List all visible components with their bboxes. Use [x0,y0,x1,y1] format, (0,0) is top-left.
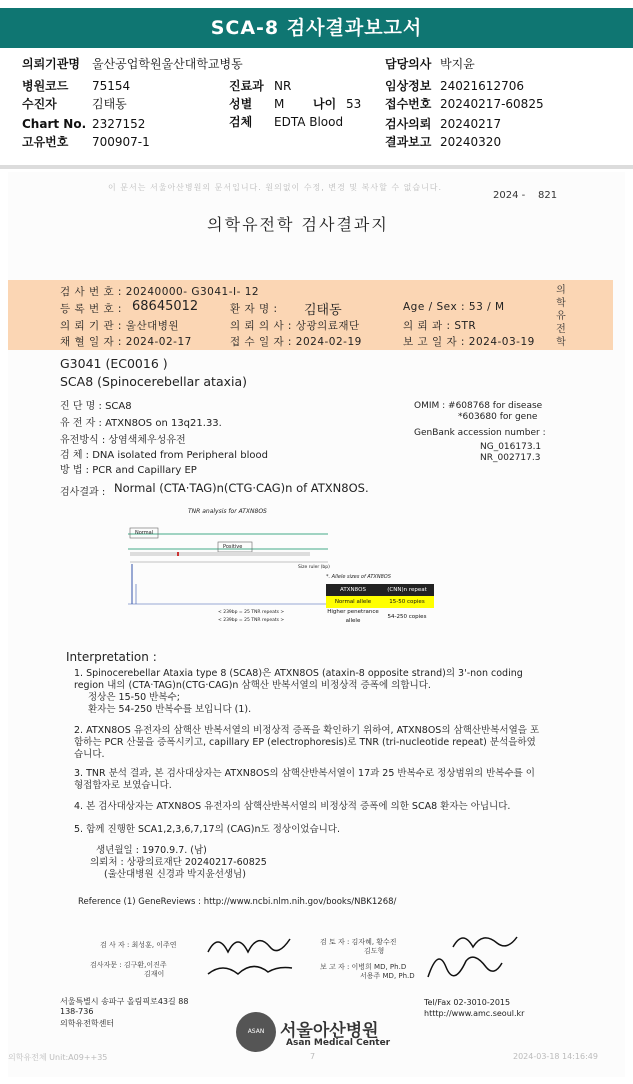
patient-name: 김태동 [304,303,342,318]
birth-date: 생년월일 : 1970.9.7. (남) [96,845,207,856]
result-label: 검사결과 : [60,487,106,498]
receipt-line: 접 수 일 자 : 2024-02-19 [230,336,362,348]
method: 방 법 : PCR and Capillary EP [60,465,197,476]
hospital-name-kr: 서울아산병원 [280,1021,379,1041]
interp-4: 4. 본 검사대상자는 ATXN8OS 유전자의 삼핵산반복서열의 비정상적 증폭에 의한 SCA8 환자는 아닙니다. [74,801,511,812]
reviewer-2: 김도형 [364,947,385,955]
normal-allele: Normal allele [334,599,372,605]
doctor-label: 담당의사 [385,57,432,71]
report-title: SCA-8 검사결과보고서 [210,17,423,39]
patient-band [8,280,613,350]
figure-title: TNR analysis for ATXN8OS [188,508,267,515]
doc-code: 2024 - 821 [493,190,558,201]
referred-by: 의뢰처 : 상광의료재단 20240217-60825 [90,857,267,868]
sex-label: 성별 [229,97,253,111]
dept-line: 의 뢰 과 : STR [403,320,477,332]
interp-2: 2. ATXN8OS 유전자의 삼핵산 반복서열의 비정상적 증폭을 확인하기 위하여, ATXN8OS의 삼핵산반복서열을 포함하는 PCR 산물을 증폭시키고, capillary EP (electrophoresis)로 TNR (tri-nucleotide repeat) 분석을하였습니다. [74,725,540,760]
referred-by-2: (울산대병원 신경과 박지윤선생님) [104,869,246,880]
divider [0,165,633,169]
result-date-value: 20240320 [440,135,502,149]
request-label: 검사의뢰 [385,117,432,131]
allele-table-title: *. Allele sizes of ATXN8OS [326,574,391,580]
collect-line: 채 혈 일 자 : 2024-02-17 [60,336,192,348]
interp-1c: 환자는 54-250 반복수를 보입니다 (1). [88,704,252,715]
examiner: 검 사 자 : 최성훈, 이주연 [100,941,177,949]
allele-col-2: (CNN)n repeat [387,587,427,593]
reg-no: 68645012 [132,299,199,314]
doctor-value: 박지윤 [440,57,475,71]
doctor-line: 의 뢰 의 사 : 상광의료재단 [230,320,360,332]
reporter-2: 서용주 MD, Ph.D [360,972,415,980]
age-label: 나이 [313,97,337,111]
receipt-label: 접수번호 [385,97,432,111]
interp-1: 1. Spinocerebellar Ataxia type 8 (SCA8)은 ATXN8OS (ataxin-8 opposite strand)의 3'-non coding region 내의 (CTA·TAG)n(CTG·CAG)n 삼핵산 반복서열의 비정상적 증폭에 의합니다. [74,668,523,691]
interp-5: 5. 함께 진행한 SCA1,2,3,6,7,17의 (CAG)n도 정상이었습니다. [74,824,340,835]
bottom-left-code: 의학유전체 Unit:A09++35 [8,1053,108,1062]
request-value: 20240217 [440,117,502,131]
interp-3: 3. TNR 분석 결과, 본 검사대상자는 ATXN8OS의 삼핵산반복서열이 17과 25 반복수로 정상범위의 반복수를 이형접합자로 보였습니다. [74,768,535,791]
hospital-code-label: 병원코드 [22,79,69,93]
allele-table [326,584,434,626]
side-text: 의학유전학 [556,285,566,348]
doc-title: 의학유전학 검사결과지 [207,215,389,234]
normal-box-label: Normal [135,530,154,536]
specimen-value: EDTA Blood [274,115,344,129]
hospital-logo-icon: ASAN [236,1012,276,1052]
sex-value: M [274,97,285,111]
website: htttp://www.amc.seoul.kr [424,1009,525,1018]
reg-label: 등 록 번 호 : [60,303,122,315]
hospital-code-value: 75154 [92,79,131,93]
examiner-advisor-2: 김재이 [144,970,165,978]
reference: Reference (1) GeneReviews : http://www.ncbi.nlm.nih.gov/books/NBK1268/ [78,897,397,907]
print-timestamp: 2024-03-18 14:16:49 [513,1052,598,1061]
exam-no: 검 사 번 호 : 20240000- G3041-I- 12 [60,286,260,298]
accession-2: NR_002717.3 [480,453,541,463]
omim-gene: *603680 for gene [458,412,538,422]
patient-name-label: 환 자 명 : [230,303,278,315]
patient-label: 수진자 [22,97,57,111]
receipt-value: 20240217-60825 [440,97,544,111]
interpretation-heading: Interpretation : [66,650,157,664]
age-value: 53 [346,97,362,111]
report-line: 보 고 일 자 : 2024-03-19 [403,336,535,348]
clinical-label: 임상정보 [385,79,432,93]
page-number: 7 [310,1052,316,1061]
clinical-value: 24021612706 [440,79,524,93]
gene: 유 전 자 : ATXN8OS on 13q21.33. [60,418,222,429]
reviewer: 검 토 자 : 김자혜, 황수진 [320,938,397,946]
normal-range: 15-50 copies [389,599,425,605]
allele-col-1: ATXN8OS [340,587,366,593]
examiner-advisor: 검사자문 : 김구환,이진주 [90,961,167,969]
higher-range: 54-250 copies [387,614,427,620]
higher-allele: Higher penetrance allele [327,609,379,624]
dept-value: NR [274,79,292,93]
interp-1b: 정상은 15-50 반복수; [88,692,180,703]
unique-label: 고유번호 [22,135,69,149]
chart-value: 2327152 [92,117,146,131]
repeat-note-2: < 239bp = 25 TNR repeats > [218,618,285,623]
result-date-label: 결과보고 [385,135,432,149]
repeat-note-1: < 239bp = 25 TNR repeats > [218,610,285,615]
diagnosis: 진 단 명 : SCA8 [60,401,132,412]
positive-box-label: Positive [223,544,243,550]
reporter: 보 고 자 : 이병희 MD, Ph.D [320,963,407,971]
accession-1: NG_016173.1 [480,442,542,452]
result-text: Normal (CTA·TAG)n(CTG·CAG)n of ATXN8OS. [114,481,369,495]
unique-value: 700907-1 [92,135,150,149]
scanned-report [8,172,625,1077]
test-name: SCA8 (Spinocerebellar ataxia) [60,374,248,389]
address-3: 의학유전학센터 [60,1019,115,1028]
size-ruler-label: Size ruler (bp) [298,565,330,570]
report-title-bar [0,8,633,48]
tel-fax: Tel/Fax 02-3010-2015 [424,998,511,1007]
address-2: 138-736 [60,1007,94,1016]
patient-value: 김태동 [92,97,127,111]
inheritance: 유전방식 : 상염색체우성유전 [60,435,186,446]
chart-label: Chart No. [22,117,87,131]
dept-label: 진료과 [229,79,264,93]
age-sex: Age / Sex : 53 / M [403,301,505,313]
test-code: G3041 (EC0016 ) [60,356,168,371]
specimen-label: 검체 [229,115,253,129]
address-1: 서울특별시 송파구 올림픽로43길 88 [60,997,189,1006]
watermark-text: 이 문서는 서울아산병원의 문서입니다. 원의없이 수정, 변경 및 복사할 수 없습니다. [108,183,443,192]
sample: 검 체 : DNA isolated from Peripheral blood [60,450,268,461]
hospital-name-en: Asan Medical Center [286,1038,391,1048]
omim-disease: OMIM : #608768 for disease [414,401,543,411]
signature-strokes [8,912,608,982]
inst-line: 의 뢰 기 관 : 울산대병원 [60,320,180,332]
institution-label: 의뢰기관명 [22,57,80,71]
institution-value: 울산공업학원울산대학교병동 [92,57,243,71]
genbank-label: GenBank accession number : [414,428,546,438]
